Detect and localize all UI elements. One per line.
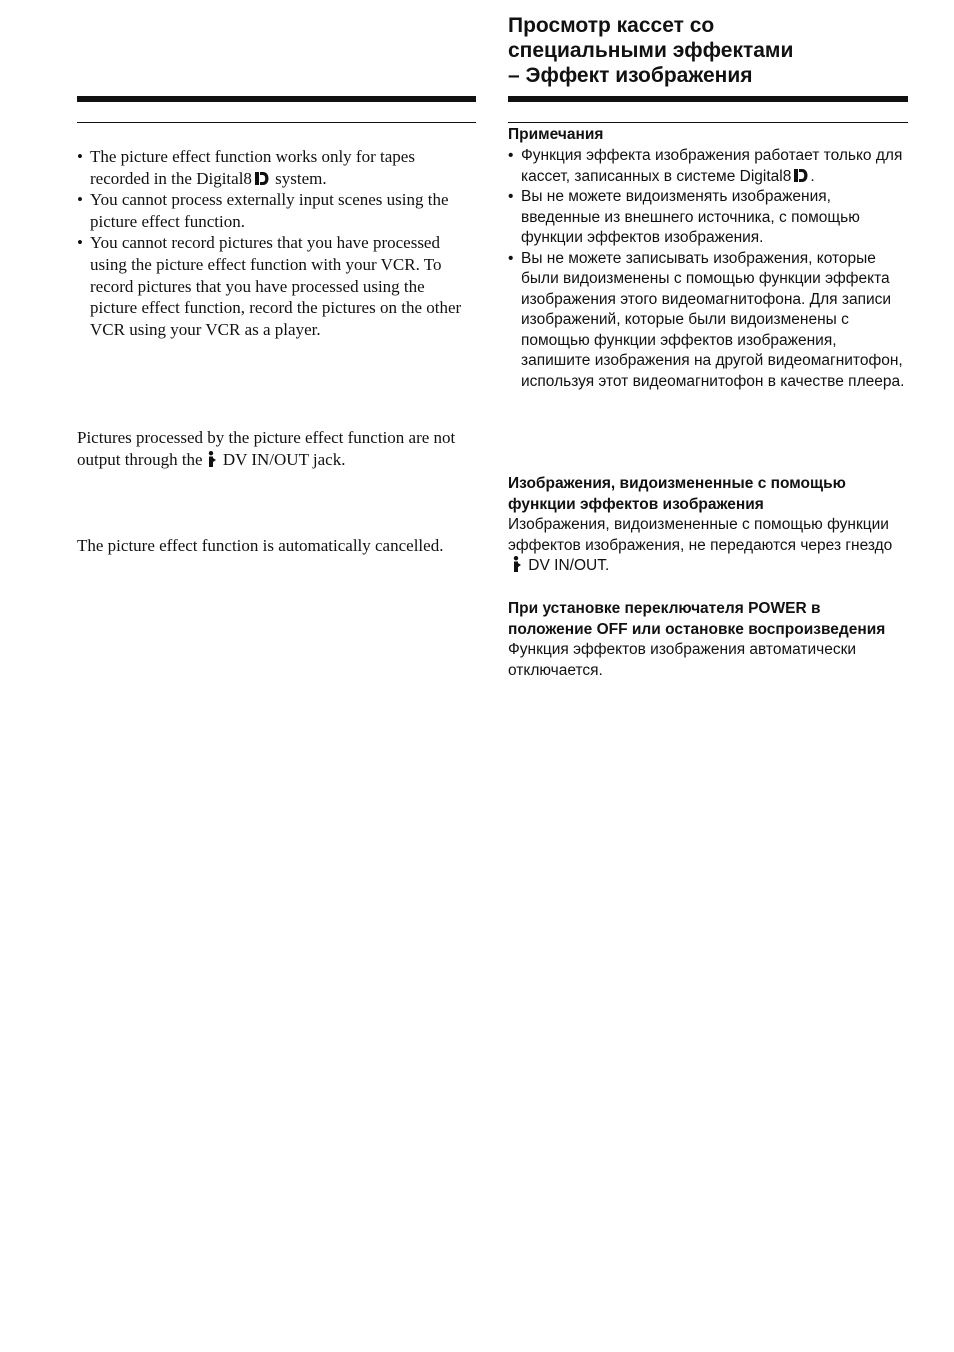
en-output-text: Pictures processed by the picture effect function are not output through the (77, 428, 456, 469)
bullet-mark: • (508, 147, 514, 164)
en-output-paragraph (77, 427, 476, 470)
ru-off-section (508, 599, 908, 681)
bullet-mark: • (77, 233, 83, 253)
en-note-text: The picture effect function works only for tapes recorded in the Digital8 (90, 147, 415, 188)
bullet-mark: • (77, 190, 83, 210)
ru-off-heading: При установке переключателя POWER в положение OFF или остановке воспроизведения (508, 600, 886, 638)
bullet-mark: • (508, 249, 514, 267)
page-title (508, 13, 908, 88)
ru-note-item (508, 187, 908, 249)
bullet-mark: • (508, 188, 514, 205)
section-divider-thin (508, 122, 908, 123)
en-note-text-tail: system. (270, 168, 327, 188)
ru-note-text: Вы не можете видоизменять изображения, введенные из внешнего источника, с помощью функции эффектов изображения. (521, 188, 860, 246)
ru-note-text: Функция эффекта изображения работает только для кассет, записанных в системе Digital8 (521, 147, 903, 185)
section-divider-thin (77, 122, 476, 123)
title-line: специальными эффектами (508, 39, 794, 62)
en-notes-list (77, 146, 476, 340)
section-divider-thick (77, 96, 476, 102)
ru-output-text-tail: DV IN/OUT. (524, 557, 610, 574)
ru-output-text: Изображения, видоизмененные с помощью функции эффектов изображения, не передаются через гнездо (508, 516, 893, 554)
title-line: Просмотр кассет со (508, 14, 715, 37)
dv-jack-icon (512, 556, 521, 572)
ru-note-text-tail: . (810, 167, 815, 185)
title-line: – Эффект изображения (508, 64, 753, 87)
ru-note-text: Вы не можете записывать изображения, которые были видоизменены с помощью функции эффекта изображения этого видеомагнитофона. Для записи изображений, которые были видоизменены с помощью функции эффектов изображения, запишите изображения на другой видеомагнитофон, используя этот видеомагнитофон в качестве плеера. (521, 249, 905, 390)
section-divider-thick (508, 96, 908, 102)
digital8-logo-icon (794, 168, 808, 183)
en-note-text: You cannot record pictures that you have processed using the picture effect function with your VCR. To record pictures that you have processed using the picture effect function, record the pictures on the other VCR using your VCR as a player. (90, 233, 462, 339)
en-note-item (77, 146, 476, 189)
en-note-item (77, 232, 476, 340)
ru-notes-list (508, 146, 908, 392)
ru-output-paragraph (508, 515, 908, 577)
ru-note-item (508, 146, 908, 187)
en-note-text: You cannot process externally input scenes using the picture effect function. (90, 190, 449, 231)
ru-output-section (508, 474, 908, 577)
digital8-logo-icon (255, 171, 269, 186)
dv-jack-icon (207, 451, 216, 467)
en-output-text-tail: DV IN/OUT jack. (218, 449, 346, 469)
bullet-mark: • (77, 147, 83, 166)
en-note-item (77, 189, 476, 232)
ru-notes-heading: Примечания (508, 126, 604, 143)
en-off-paragraph: The picture effect function is automatically cancelled. (77, 536, 444, 555)
ru-output-heading: Изображения, видоизмененные с помощью функции эффектов изображения (508, 475, 846, 513)
ru-off-paragraph: Функция эффектов изображения автоматически отключается. (508, 641, 857, 679)
ru-note-item (508, 249, 908, 393)
